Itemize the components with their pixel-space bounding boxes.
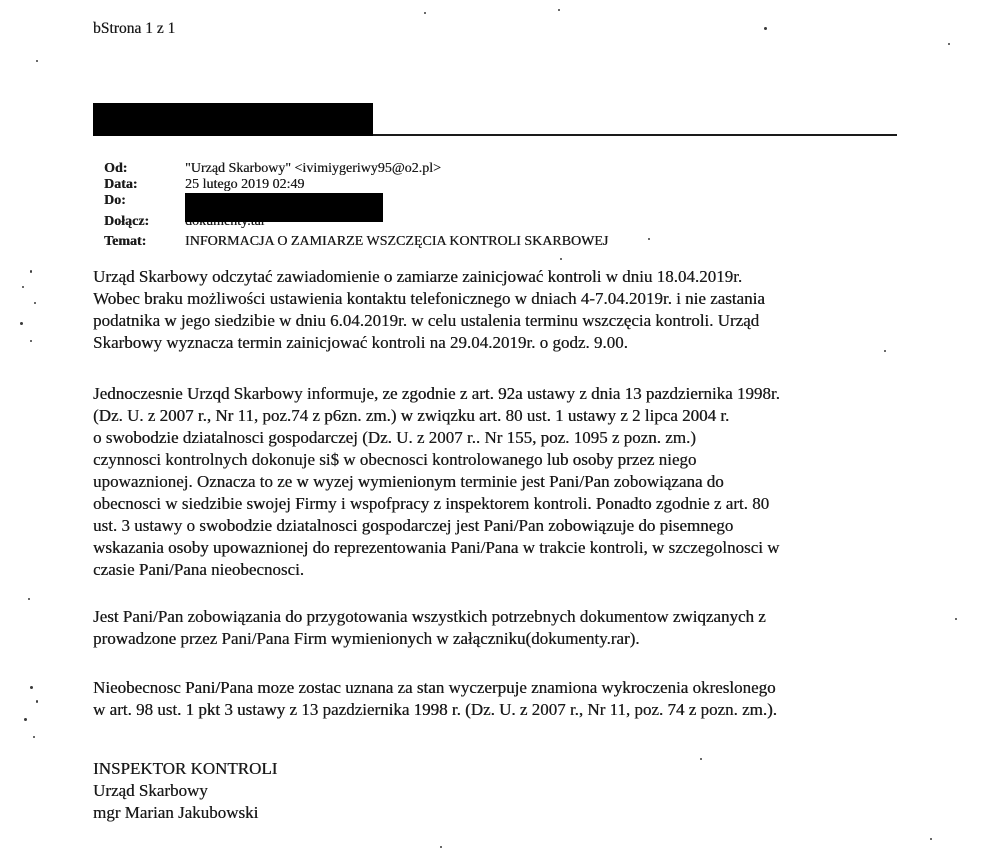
body-line: ust. 3 ustawy o swobodzie dziatalnosci gospodarczej jest Pani/Pan zobowiązuje do pisemnego (93, 516, 734, 535)
scan-speckle (558, 9, 560, 11)
scan-speckle (24, 718, 27, 721)
scan-speckle (20, 322, 23, 325)
scan-speckle (28, 598, 30, 600)
field-label-temat: Temat: (104, 234, 147, 249)
body-line: podatnika w jego siedzibie w dniu 6.04.2019r. w celu ustalenia terminu wszczęcia kontroli. Urząd (93, 311, 760, 330)
scan-speckle (948, 43, 950, 45)
body-line: Wobec braku możliwości ustawienia kontaktu telefonicznego w dniach 4-7.04.2019r. i nie zastania (93, 289, 765, 308)
scan-speckle (955, 618, 957, 620)
body-line: Jednoczesnie Urzqd Skarbowy informuje, ze zgodnie z art. 92a ustawy z dnia 13 pazdziernika 1998r. (93, 384, 780, 403)
signature-name: mgr Marian Jakubowski (93, 803, 259, 822)
body-line: (Dz. U. z 2007 r., Nr 11, poz.74 z p6zn. zm.) w zwiqzku art. 80 ust. 1 ustawy z 2 lipca 2004 r. (93, 406, 730, 425)
field-label-data: Data: (104, 177, 138, 192)
field-value-data: 25 lutego 2019 02:49 (185, 177, 305, 192)
body-line: czasie Pani/Pana nieobecnosci. (93, 560, 305, 579)
signature-block (93, 758, 933, 824)
body-line: Nieobecnosc Pani/Pana moze zostac uznana za stan wyczerpuje znamiona wykroczenia okreslonego (93, 678, 776, 697)
scan-speckle (36, 60, 38, 62)
header-divider-line (373, 134, 897, 136)
body-line: w art. 98 ust. 1 pkt 3 ustawy z 13 pazdziernika 1998 r. (Dz. U. z 2007 r., Nr 11, poz. 74 z pozn. zm.). (93, 700, 777, 719)
redaction-bar-letterhead (93, 103, 373, 136)
body-line: Jest Pani/Pan zobowiązania do przygotowania wszystkich potrzebnych dokumentow zwiqzanych z (93, 607, 766, 626)
body-line: o swobodzie dziatalnosci gospodarczej (Dz. U. z 2007 r.. Nr 155, poz. 1095 z pozn. zm.) (93, 428, 696, 447)
scan-speckle (440, 846, 442, 848)
header-field-to (104, 193, 166, 209)
header-field-from (104, 161, 441, 177)
body-paragraph-4 (93, 677, 933, 721)
signature-title: INSPEKTOR KONTROLI (93, 759, 278, 778)
scan-speckle (30, 270, 32, 273)
scan-speckle (34, 302, 36, 304)
scan-speckle (30, 686, 33, 689)
redaction-bar-recipient (185, 193, 383, 222)
scan-speckle (424, 12, 426, 14)
field-label-do: Do: (104, 193, 126, 208)
body-paragraph-2 (93, 383, 933, 581)
body-line: prowadzone przez Pani/Pana Firm wymienionych w załączniku(dokumenty.rar). (93, 629, 640, 648)
body-line: Urząd Skarbowy odczytać zawiadomienie o zamiarze zainicjować kontroli w dniu 18.04.2019r. (93, 267, 743, 286)
body-line: czynnosci kontrolnych dokonuje si$ w obecnosci kontrolowanego lub osoby przez niego (93, 450, 697, 469)
scan-speckle (930, 838, 932, 840)
body-paragraph-1 (93, 266, 933, 354)
field-label-od: Od: (104, 161, 128, 176)
scan-speckle (30, 340, 32, 342)
header-field-subject (104, 234, 608, 250)
scan-speckle (700, 758, 702, 760)
scan-speckle (764, 27, 767, 30)
signature-org: Urząd Skarbowy (93, 781, 208, 800)
field-value-temat: INFORMACJA O ZAMIARZE WSZCZĘCIA KONTROLI SKARBOWEJ (185, 234, 609, 249)
scan-speckle (22, 286, 24, 288)
scan-speckle (33, 736, 35, 738)
field-value-od: "Urząd Skarbowy" <ivimiygeriwy95@o2.pl> (185, 161, 441, 176)
field-label-dolacz: Dołącz: (104, 214, 150, 229)
page-number-note: bStrona 1 z 1 (93, 20, 176, 37)
scan-speckle (560, 258, 562, 260)
body-line: wskazania osoby upowaznionej do reprezentowania Pani/Pana w trakcie kontroli, w szczegolnosci w (93, 538, 780, 557)
scan-speckle (884, 350, 886, 352)
header-field-date (104, 177, 304, 194)
scan-speckle (36, 700, 38, 703)
body-paragraph-3 (93, 606, 933, 650)
scan-speckle (648, 238, 650, 240)
body-line: Skarbowy wyznacza termin zainicjować kontroli na 29.04.2019r. o godz. 9.00. (93, 333, 628, 352)
body-line: upowaznionej. Oznacza to ze w wyzej wymienionym terminie jest Pani/Pan zobowiązana do (93, 472, 724, 491)
body-line: obecnosci w siedzibie swojej Firmy i wspofpracy z inspektorem kontroli. Ponadto zgodnie z art. 80 (93, 494, 770, 513)
